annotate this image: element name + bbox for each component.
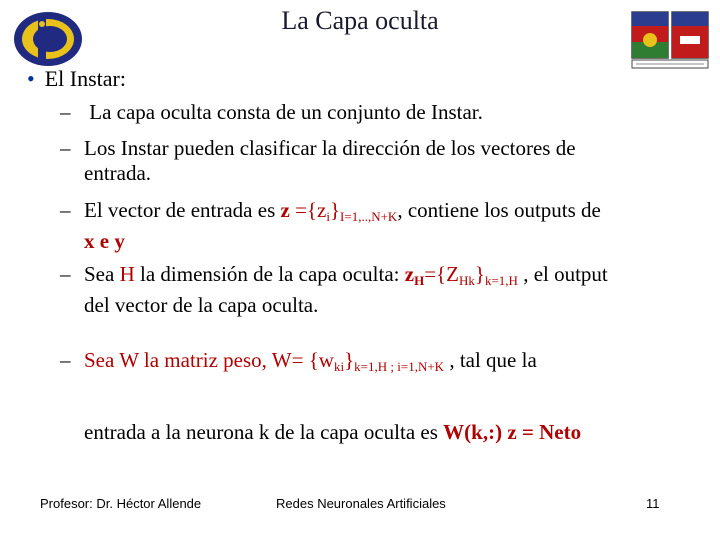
footer-author: Profesor: Dr. Héctor Allende (40, 496, 202, 511)
slide-title: La Capa oculta (281, 6, 439, 35)
page-number: 11 (646, 496, 660, 511)
bullet-icon: • (27, 66, 35, 91)
list-item: – La capa oculta consta de un conjunto de Instar. (60, 100, 483, 124)
footer-course: Redes Neuronales Artificiales (276, 496, 446, 511)
main-bullet (27, 66, 126, 92)
list-item: – Sea W la matriz peso, $W= \{w_{ki}\}_{k=1,H ; i=1,N+K}$ , tal que la (60, 348, 537, 374)
list-item: – Los Instar pueden clasificar la dirección de los vectores de entrada. (60, 136, 576, 185)
list-item: entrada a la neurona k de la capa oculta es W(k,:) z = Neto (84, 420, 582, 444)
list-item: – Sea H la dimensión de la capa oculta: $z_H=\{Z_{Hk}\}_{k=1,H}$ , el output del vector de la capa oculta. (60, 262, 608, 317)
bullet-heading: El Instar: (44, 66, 126, 91)
list-item: – El vector de entrada es $z =\{z_i\}_{I=1,..,N+K}$, contiene los outputs de x e y (60, 198, 601, 253)
